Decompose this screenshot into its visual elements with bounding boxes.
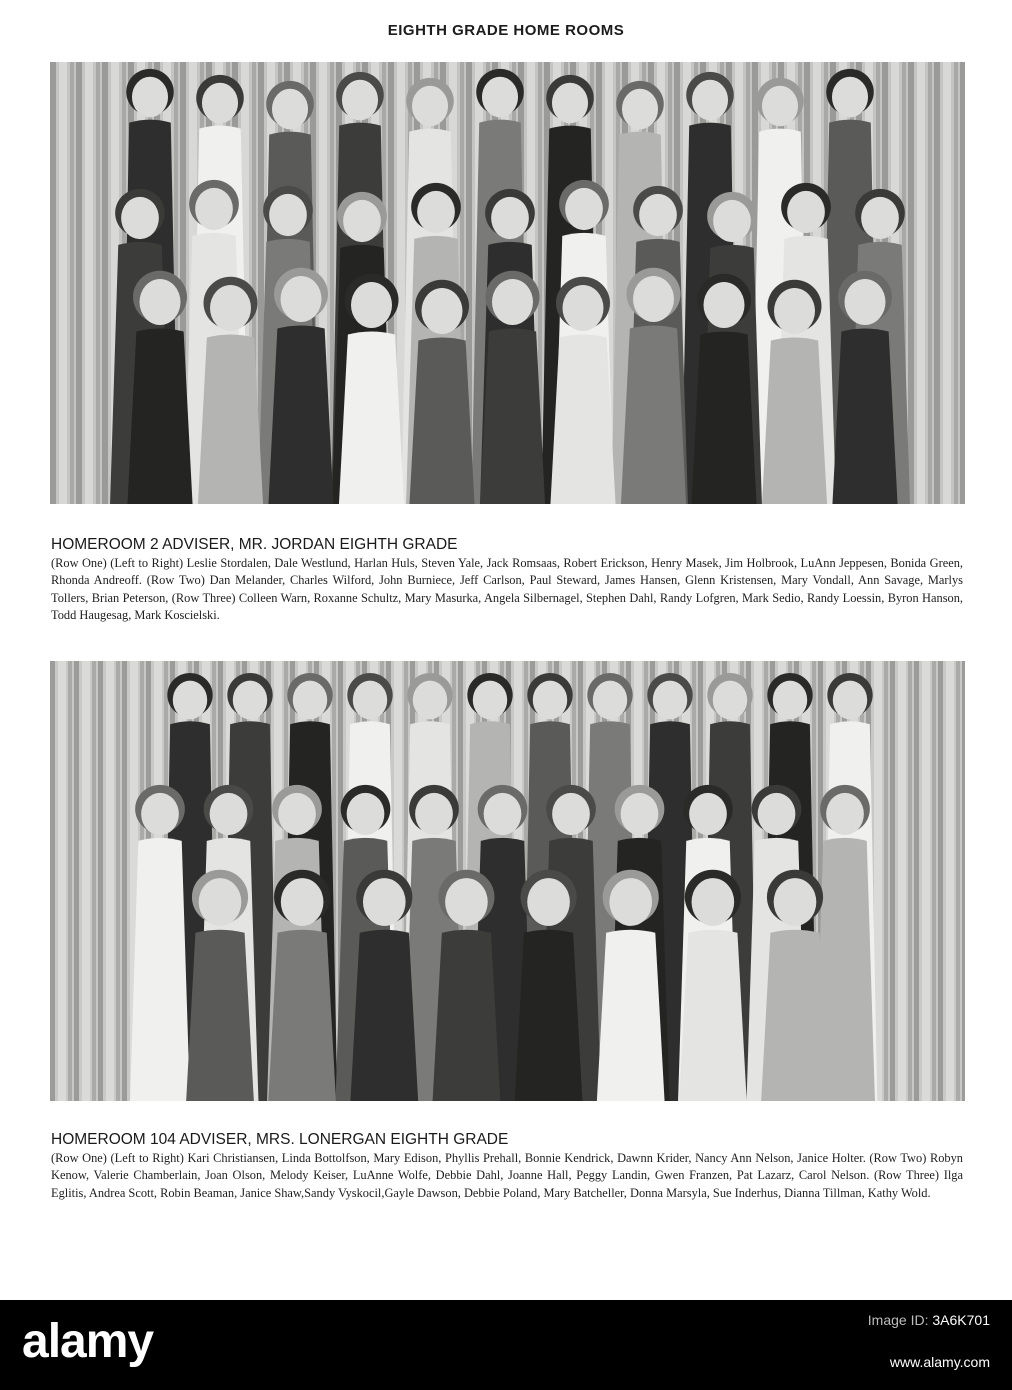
student-figure [832,271,897,504]
student-figure [762,280,827,504]
stock-logo: alamy [22,1315,154,1368]
class-photo-homeroom-2 [50,62,965,504]
student-figure [480,271,545,504]
student-figure [350,870,418,1101]
student-figure [761,870,829,1101]
student-figure [691,274,756,504]
student-figure [127,271,192,504]
student-figure [339,274,404,504]
student-figure [679,870,747,1101]
homeroom-104-heading: HOMEROOM 104 ADVISER, MRS. LONERGAN EIGHTH GRADE [51,1131,509,1148]
class-photo-homeroom-2-image [50,62,965,504]
student-figure [621,268,686,504]
student-figure [597,870,665,1101]
page-title: EIGHTH GRADE HOME ROOMS [387,22,625,39]
student-figure [550,277,615,504]
homeroom-2-heading: HOMEROOM 2 ADVISER, MR. JORDAN EIGHTH GRADE [51,536,458,553]
student-figure [198,277,263,504]
student-figure [268,268,333,504]
stock-footer-bar [0,1300,1012,1390]
image-id-value: 3A6K701 [932,1312,990,1328]
homeroom-104-names: (Row One) (Left to Right) Kari Christiansen, Linda Bottolfson, Mary Edison, Phyllis Prehall, Bonnie Kendrick, Dawnn Krider, Nancy Ann Nelson, Janice Holter. (Row Two) Robyn Kenow, Valerie Chamberlain, Joan Olson, Melody Keiser, LuAnne Wolfe, Debbie Dahl, Joanne Hall, Peggy Landin, Gwen Franzen, Pat Lazarz, Carol Nelson. (Row Three) Ilga Eglitis, Andrea Scott, Robin Beaman, Janice Shaw,Sandy Vyskocil,Gayle Dawson, Debbie Poland, Mary Batcheller, Donna Marsyla, Sue Inderhus, Dianna Tillman, Kathy Wold. [51,1151,963,1200]
image-id-label: Image ID: [867,1312,929,1328]
student-figure [433,870,501,1101]
class-photo-homeroom-104-image [50,661,965,1101]
homeroom-2-names: (Row One) (Left to Right) Leslie Stordalen, Dale Westlund, Harlan Huls, Steven Yale, Jack Romsaas, Robert Erickson, Henry Masek, Jim Holbrook, LuAnn Jeppesen, Bonida Green, Rhonda Andreoff. (Row Two) Dan Melander, Charles Wilford, John Burniece, Jeff Carlson, Paul Steward, James Hansen, Glenn Kristensen, Mary Vondall, Ann Savage, Marlys Tollers, Brian Peterson, (Row Three) Colleen Warn, Roxanne Schultz, Mary Masurka, Angela Silbernagel, Stephen Dahl, Randy Lofgren, Mark Sedio, Randy Loessin, Byron Hanson, Todd Haugesag, Mark Koscielski. [51,556,963,623]
stock-url: www.alamy.com [889,1354,990,1370]
student-figure [186,870,254,1101]
student-figure [515,870,583,1101]
student-figure [409,280,474,504]
student-figure [268,870,336,1101]
image-id [868,1312,990,1328]
class-photo-homeroom-104 [50,661,965,1101]
